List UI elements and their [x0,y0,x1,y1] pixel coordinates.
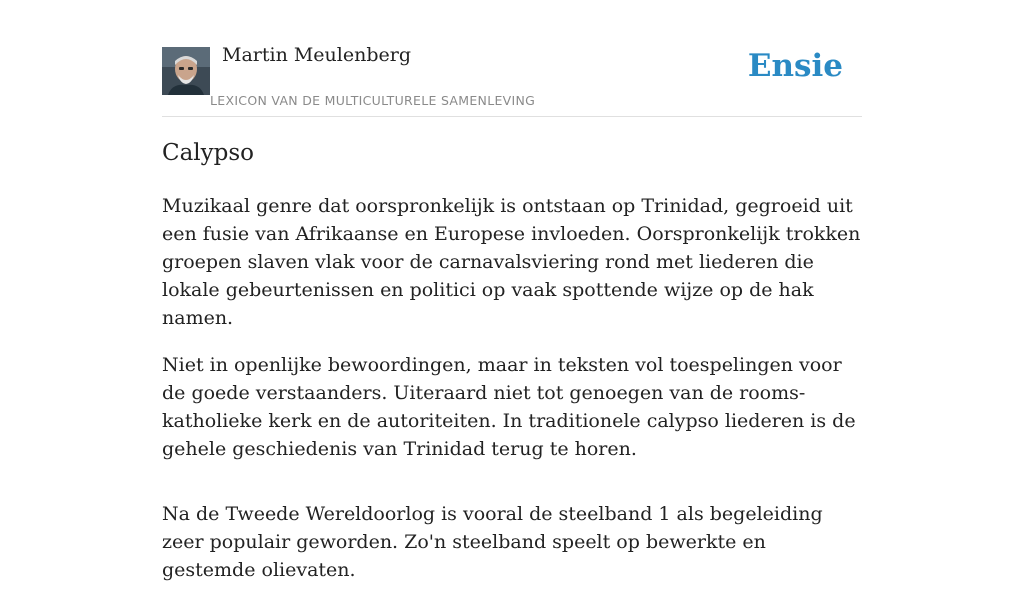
paragraph: Muzikaal genre dat oorspronkelijk is ontstaan op Trinidad, gegroeid uit een fusie van Afrikaanse en Europese invloeden. Oorspronkelijk trokken groepen slaven vlak voor de carnavalsviering rond met liederen die lokale gebeurtenissen en politici op vaak spottende wijze op de hak namen. [162,195,861,329]
article-container [162,0,862,581]
paragraph: Na de Tweede Wereldoorlog is vooral de steelband 1 als begeleiding zeer populair geworden. Zo'n steelband speelt op bewerkte en gestemde olievaten. [162,503,823,581]
avatar[interactable] [162,47,210,95]
brand-logo[interactable]: Ensie [747,48,843,84]
paragraph: Niet in openlijke bewoordingen, maar in teksten vol toespelingen voor de goede verstaanders. Uiteraard niet tot genoegen van de rooms-katholieke kerk en de autoriteiten. In traditionele calypso liederen is de gehele geschiedenis van Trinidad terug te horen. [162,354,856,460]
author-name[interactable]: Martin Meulenberg [222,44,411,66]
header [162,0,862,117]
collection-name[interactable]: LEXICON VAN DE MULTICULTURELE SAMENLEVING [210,93,536,108]
article-body [162,192,862,603]
page-title: Calypso [162,140,255,166]
